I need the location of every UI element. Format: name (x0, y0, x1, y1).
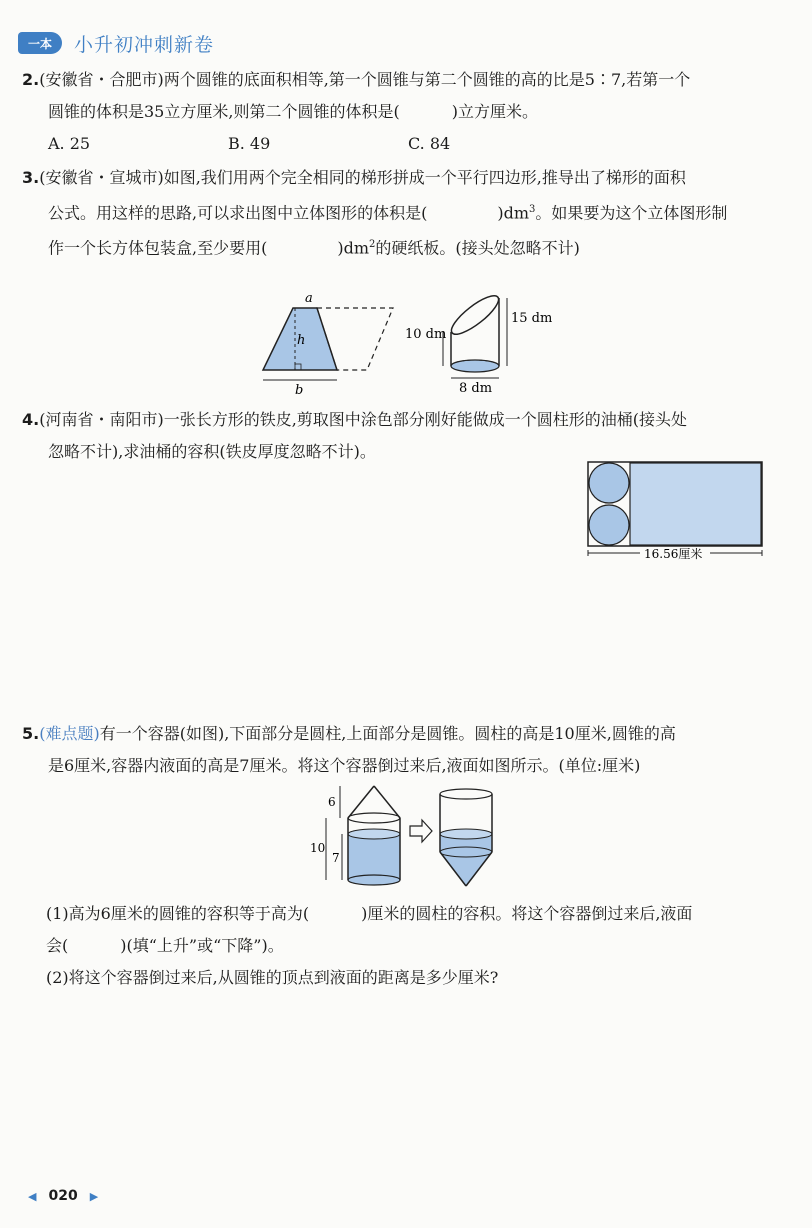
q3-line1: (安徽省・宣城市)如图,我们用两个完全相同的梯形拼成一个平行四边形,推导出了梯形的面积 (39, 168, 686, 187)
question-number: 2. (22, 70, 40, 89)
q4-line1: (河南省・南阳市)一张长方形的铁皮,剪取图中涂色部分刚好能做成一个圆柱形的油桶(接头处 (39, 410, 688, 429)
q3-line3a: 作一个长方体包装盒,至少要用( (48, 238, 268, 258)
options-row (48, 128, 772, 160)
arrow-right-icon: ▶ (89, 1189, 99, 1203)
question-3 (22, 162, 772, 265)
label-a: a (305, 291, 313, 306)
question-2 (22, 64, 772, 160)
q5-sub1b: )厘米的圆柱的容积。将这个容器倒过来后,液面 (361, 904, 693, 923)
q4-figure (582, 460, 768, 562)
q2-line1: (安徽省・合肥市)两个圆锥的底面积相等,第一个圆锥与第二个圆锥的高的比是5∶7,若第一个 (39, 70, 691, 89)
label-8dm: 8 dm (459, 381, 493, 396)
q5-figure (304, 780, 514, 892)
q5-sub1a: (1)高为6厘米的圆锥的容积等于高为( (46, 904, 310, 923)
label-10: 10 (310, 841, 326, 855)
option-c[interactable]: C. 84 (408, 134, 451, 153)
question-number: 3. (22, 168, 40, 187)
length-label: 16.56厘米 (644, 547, 703, 561)
q5-sub2: (2)将这个容器倒过来后,从圆锥的顶点到液面的距离是多少厘米? (46, 968, 499, 987)
q5-sub1 (46, 898, 776, 994)
q5-line2: 是6厘米,容器内液面的高是7厘米。将这个容器倒过来后,液面如图所示。(单位:厘米) (48, 756, 641, 775)
q3-line2c: 。如果要为这个立体图形制 (535, 203, 728, 223)
q2-line2b: )立方厘米。 (451, 102, 538, 121)
label-15dm: 15 dm (511, 311, 553, 326)
label-10dm: 10 dm (405, 327, 447, 342)
container-upright (348, 786, 400, 885)
q5-line1: 有一个容器(如图),下面部分是圆柱,上面部分是圆锥。圆柱的高是10厘米,圆锥的高 (99, 724, 676, 743)
q5-sub1c: 会( (46, 936, 69, 955)
circle-bottom (589, 505, 629, 545)
q3-line3c: 的硬纸板。(接头处忽略不计) (375, 238, 580, 258)
cut-cylinder (447, 290, 504, 372)
container-inverted (440, 789, 492, 886)
arrow-icon (410, 820, 432, 842)
option-a[interactable]: A. 25 (48, 134, 91, 153)
question-4 (22, 404, 772, 468)
q4-line2: 忽略不计),求油桶的容积(铁皮厚度忽略不计)。 (48, 442, 376, 461)
shaded-rectangle (630, 463, 761, 545)
label-b: b (295, 383, 304, 398)
q3-line2a: 公式。用这样的思路,可以求出图中立体图形的体积是( (48, 203, 428, 223)
q3-line3b: )dm (337, 238, 369, 258)
question-5 (22, 718, 772, 782)
arrow-left-icon: ◀ (28, 1189, 37, 1203)
option-b[interactable]: B. 49 (228, 134, 271, 153)
series-badge: 一本 (18, 32, 62, 54)
question-number: 4. (22, 410, 40, 429)
label-h: h (297, 333, 306, 348)
question-number: 5. (22, 724, 40, 743)
circle-top (589, 463, 629, 503)
page-number: 020 (48, 1188, 78, 1204)
superscript: 2 (369, 239, 376, 251)
q3-line2b: )dm (497, 203, 529, 223)
q2-line2a: 圆锥的体积是35立方厘米,则第二个圆锥的体积是( (48, 102, 400, 121)
q5-sub1d: )(填“上升”或“下降”)。 (120, 936, 284, 955)
q3-figure (255, 288, 555, 398)
series-title: 小升初冲刺新卷 (74, 33, 215, 56)
label-7: 7 (332, 851, 340, 865)
label-6: 6 (328, 795, 336, 809)
superscript: 3 (529, 204, 536, 215)
difficulty-tag: (难点题) (39, 724, 100, 743)
page-header (18, 30, 214, 56)
page-footer (28, 1188, 98, 1204)
